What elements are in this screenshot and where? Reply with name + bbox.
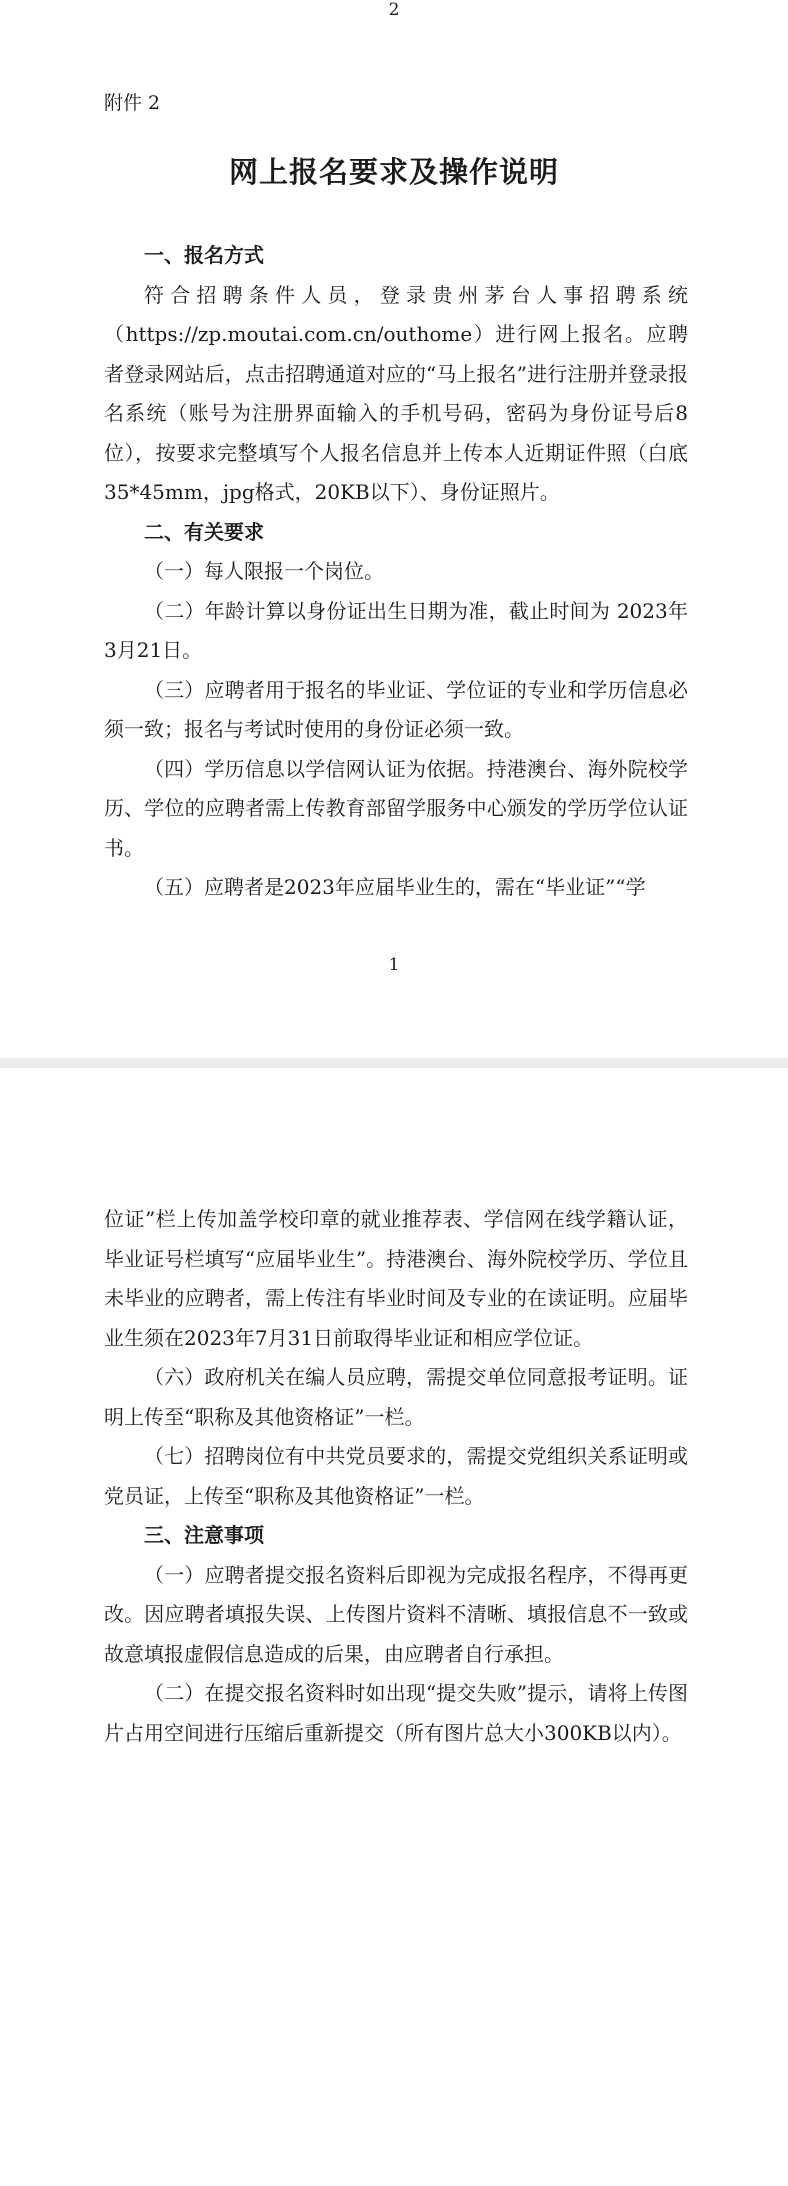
page-number: 1	[388, 955, 400, 975]
page-separator	[0, 1058, 788, 1068]
annex-label: 附件 2	[104, 92, 161, 114]
paragraph: （二）在提交报名资料时如出现“提交失败”提示，请将上传图片占用空间进行压缩后重新提交（所有图片总大小300KB以内）。	[104, 1681, 688, 1745]
page-2-body	[104, 1200, 688, 1753]
document-title: 网上报名要求及操作说明	[228, 155, 559, 189]
paragraph: （一）应聘者提交报名资料后即视为完成报名程序，不得再更改。因应聘者填报失误、上传图片资料不清晰、填报信息不一致或故意填报虚假信息造成的后果，由应聘者自行承担。	[104, 1562, 688, 1666]
page-number: 2	[388, 0, 400, 20]
paragraph: （七）招聘岗位有中共党员要求的，需提交党组织关系证明或党员证，上传至“职称及其他资格证”一栏。	[104, 1444, 688, 1508]
paragraph: （一）每人限报一个岗位。	[144, 559, 384, 583]
paragraph: （二）年龄计算以身份证出生日期为准，截止时间为 2023年3月21日。	[104, 598, 688, 662]
section-heading: 三、注意事项	[144, 1523, 264, 1547]
paragraph: （五）应聘者是2023年应届毕业生的，需在“毕业证”“学	[144, 875, 646, 899]
document-page-2	[0, 1068, 788, 2186]
paragraph: 符合招聘条件人员，登录贵州茅台人事招聘系统（https://zp.moutai.com.cn/outhome）进行网上报名。应聘者登录网站后，点击招聘通道对应的“马上报名”进行注册并登录报名系统（账号为注册界面输入的手机号码，密码为身份证号后8位），按要求完整填写个人报名信息并上传本人近期证件照（白底35*45mm，jpg格式，20KB以下）、身份证照片。	[104, 282, 688, 504]
paragraph: （四）学历信息以学信网认证为依据。持港澳台、海外院校学历、学位的应聘者需上传教育部留学服务中心颁发的学历学位认证书。	[104, 756, 688, 860]
page-1-body	[104, 236, 688, 908]
paragraph: （六）政府机关在编人员应聘，需提交单位同意报考证明。证明上传至“职称及其他资格证”一栏。	[104, 1365, 688, 1429]
paragraph: （三）应聘者用于报名的毕业证、学位证的专业和学历信息必须一致；报名与考试时使用的身份证必须一致。	[104, 677, 688, 741]
paragraph-continued: 位证”栏上传加盖学校印章的就业推荐表、学信网在线学籍认证，毕业证号栏填写“应届毕业生”。持港澳台、海外院校学历、学位且未毕业的应聘者，需上传注有毕业时间及专业的在读证明。应届毕业生须在2023年7月31日前取得毕业证和相应学位证。	[104, 1207, 688, 1350]
section-heading: 二、有关要求	[144, 519, 264, 544]
section-heading: 一、报名方式	[144, 243, 264, 267]
document-page-1	[0, 0, 788, 1058]
